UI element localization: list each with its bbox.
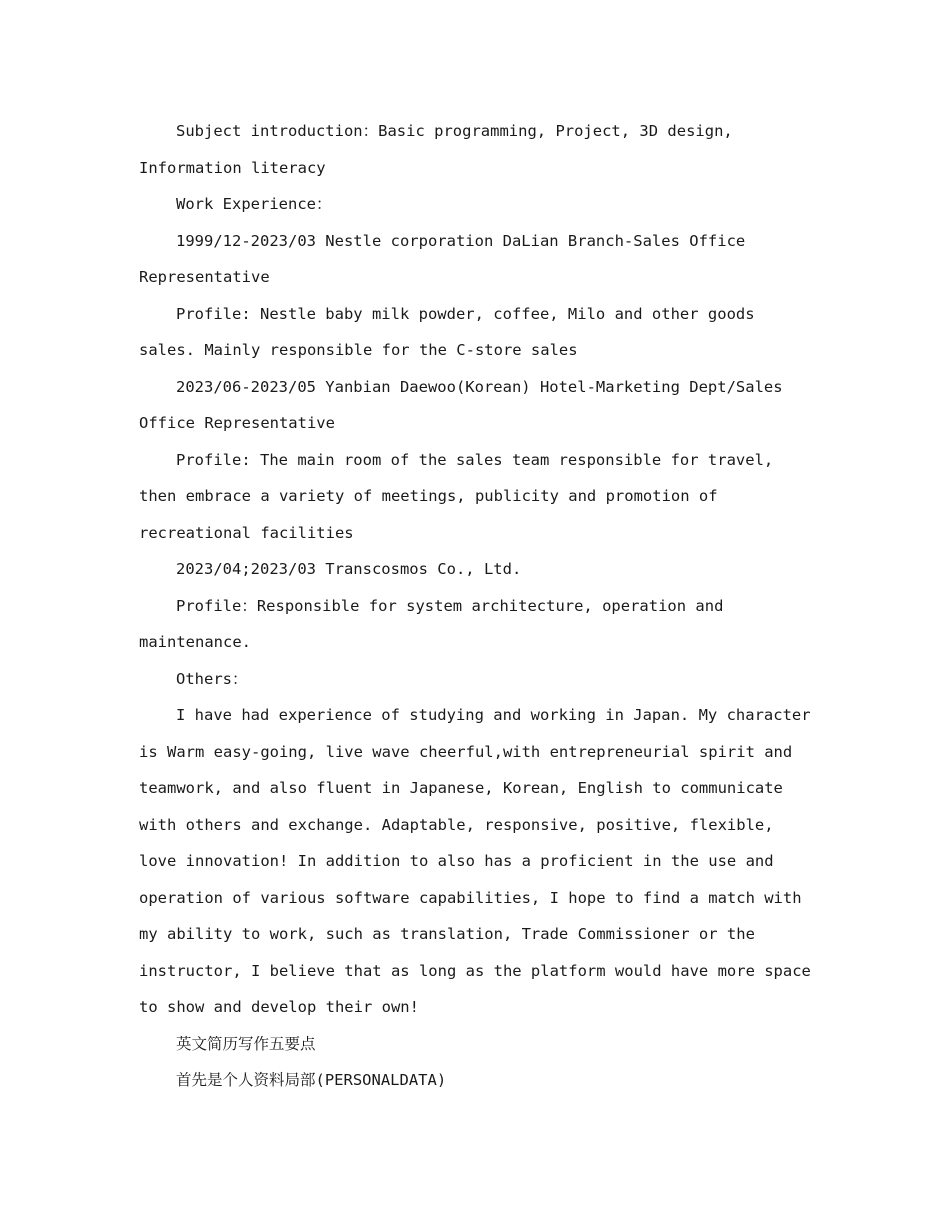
heading-work-experience: Work Experience： [176,195,332,213]
paragraph-profile-nestle: Profile: Nestle baby milk powder, coffee, Milo and other goods sales. Mainly responsible for the C-store sales [139,304,755,359]
paragraph-job-transcosmos: 2023/04;2023/03 Transcosmos Co., Ltd. [176,560,522,578]
paragraph-profile-transcosmos: Profile：Responsible for system architecture, operation and maintenance. [139,596,724,651]
paragraph-job-daewoo: 2023/06-2023/05 Yanbian Daewoo(Korean) Hotel-Marketing Dept/Sales Office Representative [139,377,783,432]
heading-others: Others： [176,669,248,688]
document-body [139,113,819,1099]
paragraph-others: I have had experience of studying and working in Japan. My character is Warm easy-going, live wave cheerful,with entrepreneurial spirit and teamwork, and also fluent in Japanese, Korean, English to communicate with others and exchange. Adaptable, responsive, positive, flexible, love innovation! In addition to also has a proficient in the use and operation of various software capabilities, I hope to find a match with my ability to work, such as translation, Trade Commissioner or the instructor, I believe that as long as the platform would have more space to show and develop their own! [139,706,811,1016]
paragraph-job-nestle: 1999/12-2023/03 Nestle corporation DaLian Branch-Sales Office Representative [139,231,746,286]
paragraph-subject-introduction: Subject introduction：Basic programming, Project, 3D design, Information literacy [139,122,733,177]
paragraph-personal-data: 首先是个人资料局部(PERSONALDATA) [176,1071,447,1089]
heading-resume-tips: 英文简历写作五要点 [176,1034,316,1053]
paragraph-profile-daewoo: Profile: The main room of the sales team responsible for travel, then embrace a variety of meetings, publicity and promotion of recreational facilities [139,450,774,542]
